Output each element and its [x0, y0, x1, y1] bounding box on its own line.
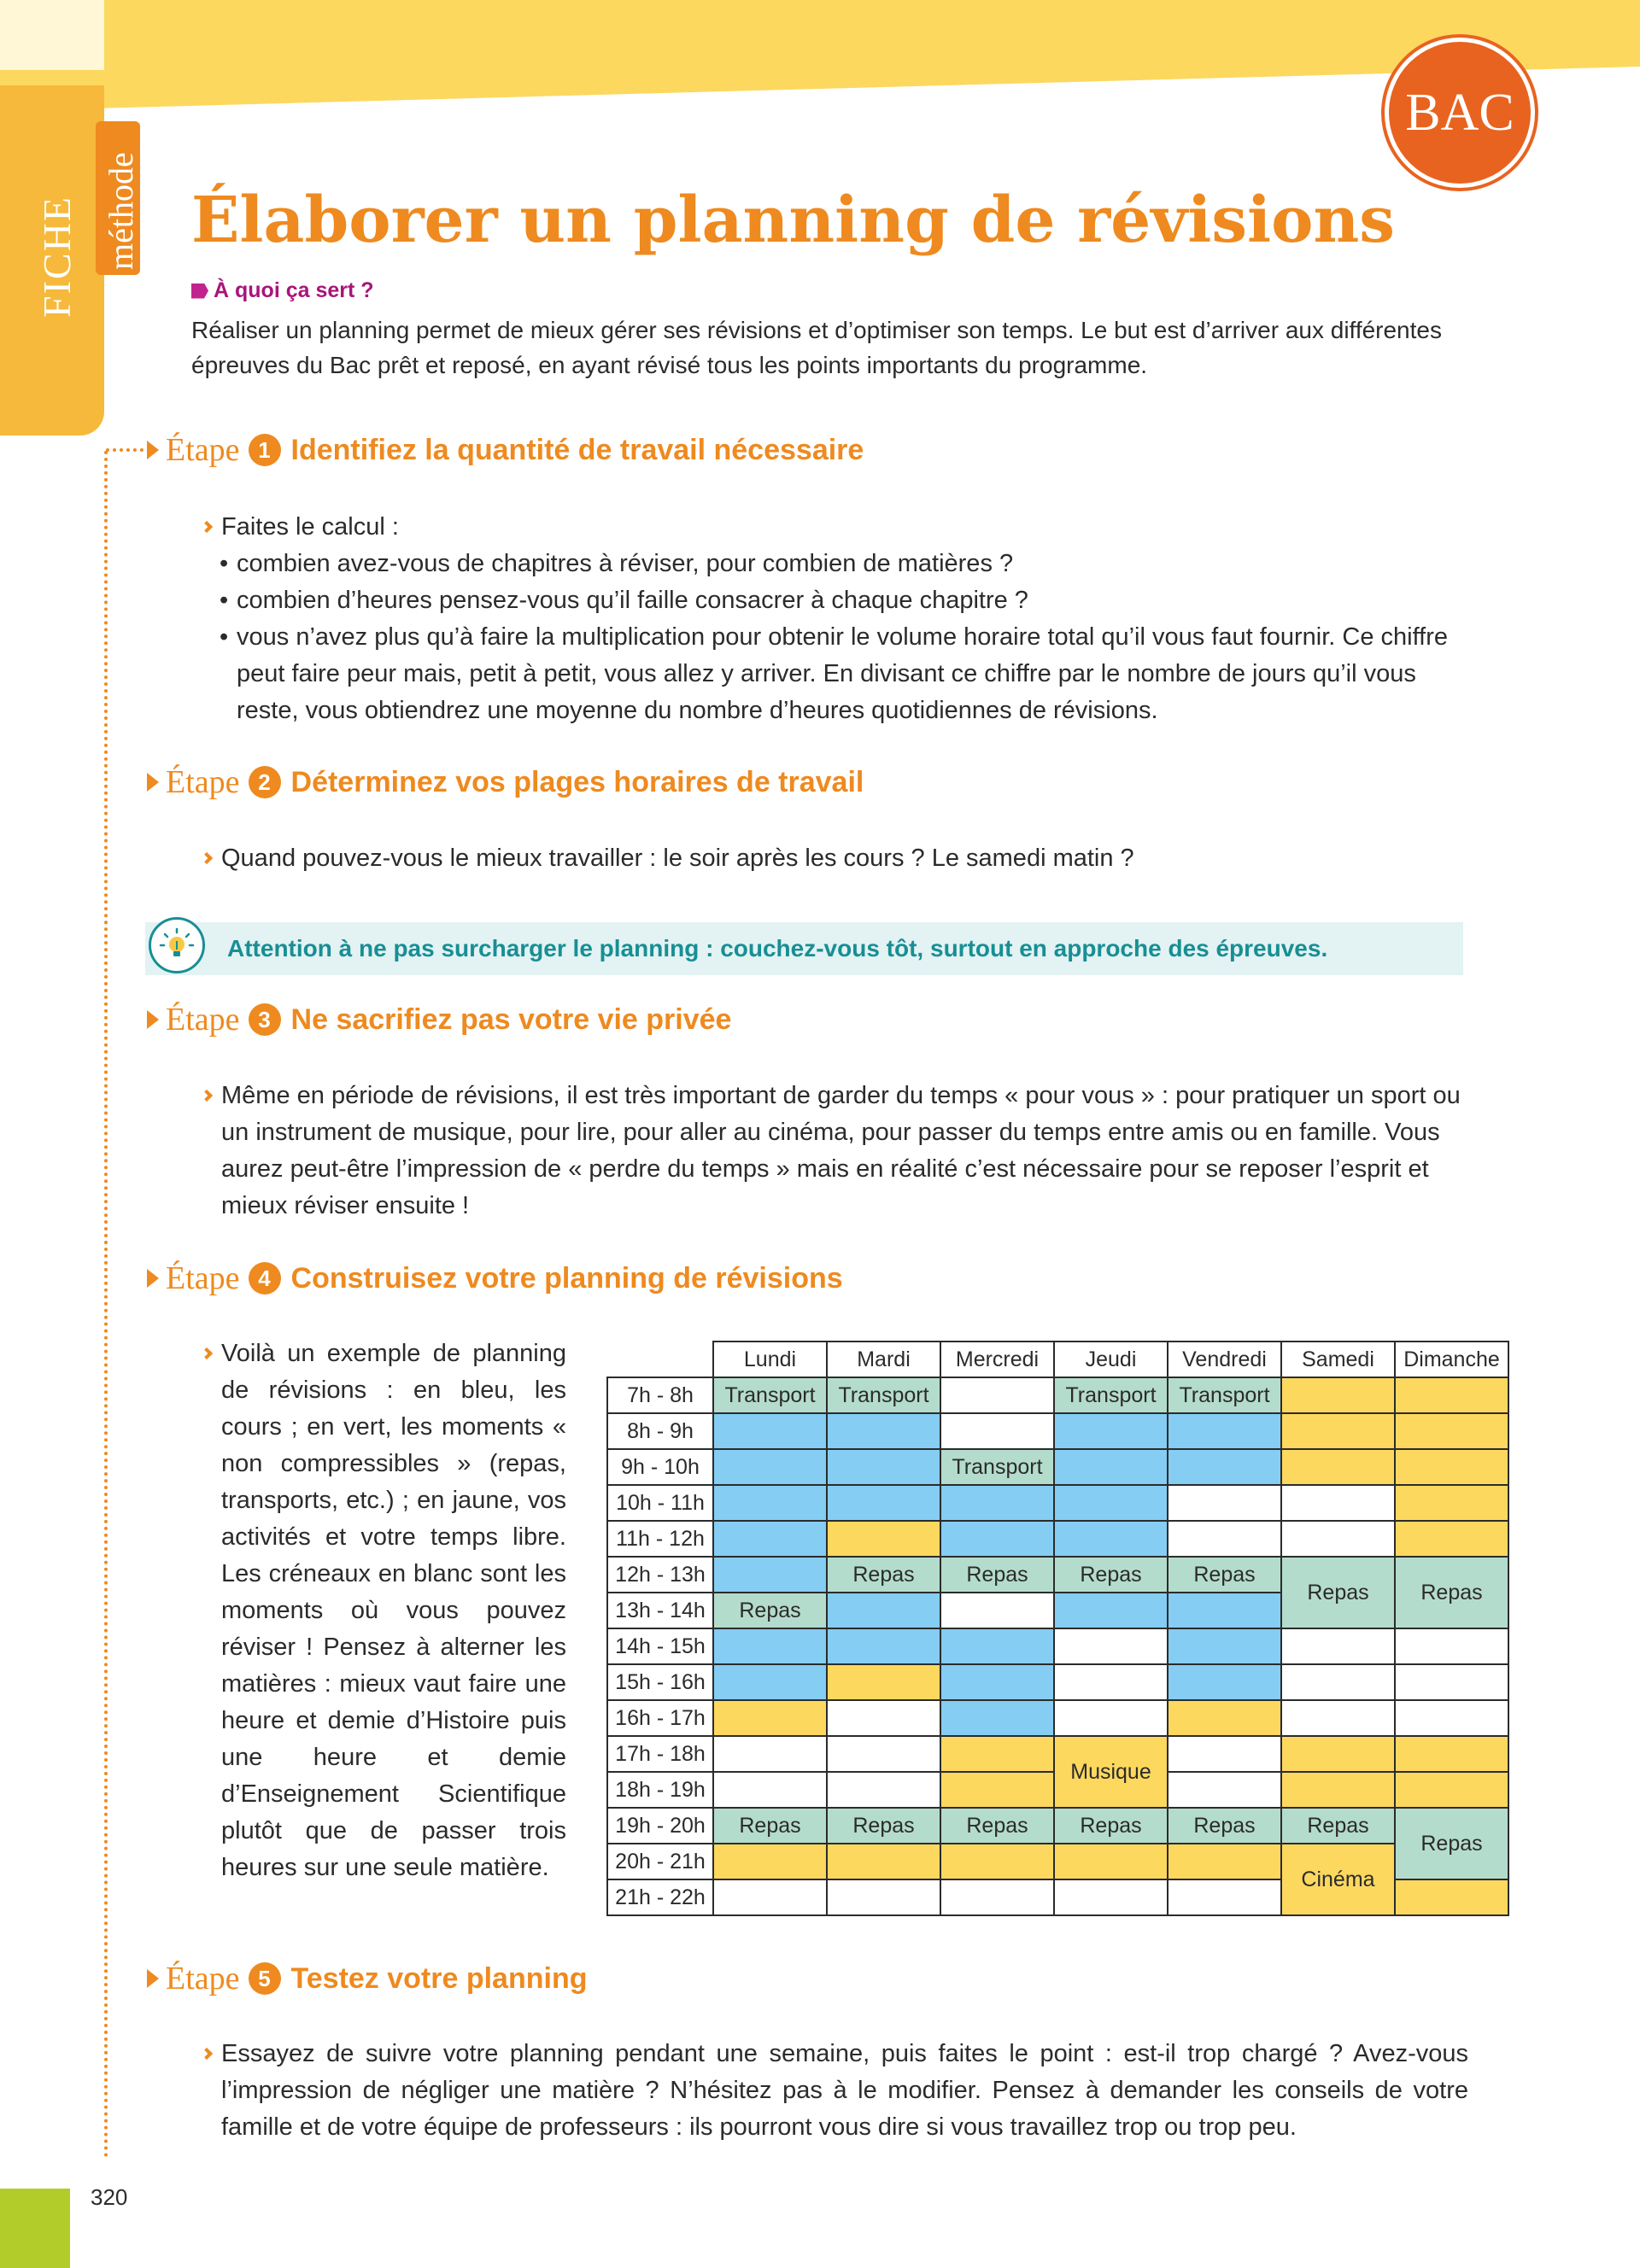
table-cell — [713, 1521, 827, 1557]
step-5-text-content: Essayez de suivre votre planning pendant une semaine, puis faites le point : est-il trop chargé ? Avez-vous l’impression de négliger une matière ? N’hésitez pas à le modifier. Pensez à demander les conseils de votre famille et de votre équipe de professeurs : ils pourront vous dire si vous travaillez trop ou trop peu. — [221, 2040, 1468, 2141]
step-1-heading — [147, 431, 864, 469]
arrow-right-icon — [147, 773, 159, 792]
table-cell — [1054, 1879, 1168, 1915]
table-cell — [1168, 1449, 1281, 1485]
chevron-right-icon — [201, 521, 213, 533]
table-row — [607, 1700, 1508, 1736]
step-title: Identifiez la quantité de travail nécessaire — [290, 433, 864, 466]
time-slot: 18h - 19h — [607, 1772, 713, 1808]
table-row — [607, 1736, 1508, 1772]
table-cell — [1054, 1628, 1168, 1664]
intro-text: Réaliser un planning permet de mieux gérer ses révisions et d’optimiser son temps. Le but est d’arriver aux différentes épreuves du Bac prêt et reposé, en ayant révisé tous les points importants du programme. — [191, 317, 1442, 378]
table-cell: Repas — [1395, 1557, 1508, 1628]
table-cell — [1281, 1736, 1395, 1772]
table-cell — [1395, 1772, 1508, 1808]
intro-heading-text: À quoi ça sert ? — [214, 278, 374, 302]
time-slot: 12h - 13h — [607, 1557, 713, 1593]
table-row — [607, 1557, 1508, 1593]
table-cell — [1281, 1772, 1395, 1808]
bac-badge-label: BAC — [1405, 83, 1514, 142]
table-header-row — [607, 1342, 1508, 1377]
table-cell — [940, 1844, 1054, 1879]
step-number: 3 — [249, 1003, 281, 1036]
table-cell — [713, 1700, 827, 1736]
step-number: 1 — [249, 434, 281, 466]
table-cell: Musique — [1054, 1736, 1168, 1808]
step-number: 2 — [249, 766, 281, 798]
table-cell: Repas — [940, 1808, 1054, 1844]
page-number: 320 — [91, 2184, 128, 2210]
table-cell — [827, 1628, 940, 1664]
step-4-heading — [147, 1260, 843, 1297]
table-cell — [713, 1485, 827, 1521]
day-header: Mercredi — [940, 1342, 1054, 1377]
table-cell — [827, 1593, 940, 1628]
step-5-heading — [147, 1960, 588, 1997]
step-1-lead — [221, 509, 399, 546]
step-1-lead-text: Faites le calcul : — [221, 513, 399, 541]
time-slot: 15h - 16h — [607, 1664, 713, 1700]
table-cell — [1395, 1736, 1508, 1772]
table-cell — [1281, 1700, 1395, 1736]
day-header: Vendredi — [1168, 1342, 1281, 1377]
fiche-label: FICHE — [35, 196, 79, 318]
table-cell — [827, 1879, 940, 1915]
table-cell: Repas — [827, 1808, 940, 1844]
table-cell — [1395, 1449, 1508, 1485]
table-cell — [1395, 1485, 1508, 1521]
table-row — [607, 1664, 1508, 1700]
chevron-right-icon — [201, 852, 213, 864]
table-cell — [940, 1521, 1054, 1557]
step-3-text — [221, 1078, 1468, 1225]
chevron-right-icon — [201, 1347, 213, 1359]
table-cell — [1395, 1377, 1508, 1413]
table-cell: Repas — [1168, 1808, 1281, 1844]
dotted-guide-vertical — [104, 451, 108, 2159]
table-cell: Cinéma — [1281, 1844, 1395, 1915]
table-row — [607, 1844, 1508, 1879]
intro-heading — [191, 278, 374, 303]
header-band-accent — [0, 0, 104, 70]
table-cell — [1168, 1521, 1281, 1557]
table-cell — [827, 1700, 940, 1736]
table-cell: Transport — [1168, 1377, 1281, 1413]
table-cell — [1168, 1628, 1281, 1664]
step-1-bullets — [218, 546, 1465, 729]
table-cell: Repas — [1054, 1808, 1168, 1844]
table-cell — [940, 1736, 1054, 1772]
step-4-text — [221, 1336, 566, 1886]
list-item: • combien avez-vous de chapitres à réviser, pour combien de matières ? — [218, 546, 1465, 582]
table-row — [607, 1521, 1508, 1557]
step-word: Étape — [166, 1961, 240, 1996]
table-row — [607, 1485, 1508, 1521]
tag-icon — [191, 284, 208, 299]
list-item: • combien d’heures pensez-vous qu’il faille consacrer à chaque chapitre ? — [218, 582, 1465, 619]
time-slot: 21h - 22h — [607, 1879, 713, 1915]
table-cell — [1395, 1700, 1508, 1736]
methode-label: méthode — [102, 152, 140, 270]
time-slot: 17h - 18h — [607, 1736, 713, 1772]
time-slot: 10h - 11h — [607, 1485, 713, 1521]
table-cell — [1168, 1485, 1281, 1521]
table-cell — [1395, 1664, 1508, 1700]
time-slot: 8h - 9h — [607, 1413, 713, 1449]
table-cell — [1054, 1521, 1168, 1557]
table-cell — [940, 1628, 1054, 1664]
table-cell — [940, 1593, 1054, 1628]
table-cell — [827, 1521, 940, 1557]
table-cell — [827, 1772, 940, 1808]
table-cell — [827, 1485, 940, 1521]
table-cell — [1168, 1772, 1281, 1808]
time-slot: 11h - 12h — [607, 1521, 713, 1557]
arrow-right-icon — [147, 441, 159, 459]
table-cell — [713, 1844, 827, 1879]
table-cell — [940, 1664, 1054, 1700]
time-slot: 13h - 14h — [607, 1593, 713, 1628]
table-cell — [1168, 1700, 1281, 1736]
table-cell: Repas — [827, 1557, 940, 1593]
page-title: Élaborer un planning de révisions — [191, 184, 1395, 257]
day-header: Lundi — [713, 1342, 827, 1377]
table-cell — [713, 1628, 827, 1664]
chevron-right-icon — [201, 2048, 213, 2060]
table-cell — [713, 1557, 827, 1593]
step-word: Étape — [166, 764, 240, 800]
time-slot: 7h - 8h — [607, 1377, 713, 1413]
table-cell — [1395, 1521, 1508, 1557]
day-header: Dimanche — [1395, 1342, 1508, 1377]
table-corner — [607, 1342, 713, 1377]
table-cell — [1395, 1413, 1508, 1449]
table-cell — [827, 1449, 940, 1485]
lightbulb-icon — [149, 917, 205, 973]
page-number-bar — [0, 2189, 70, 2268]
table-row — [607, 1808, 1508, 1844]
table-cell — [1281, 1413, 1395, 1449]
table-row — [607, 1628, 1508, 1664]
table-cell — [940, 1772, 1054, 1808]
time-slot: 9h - 10h — [607, 1449, 713, 1485]
dotted-guide-horizontal — [106, 448, 150, 452]
table-cell: Repas — [1281, 1557, 1395, 1628]
table-cell: Transport — [940, 1449, 1054, 1485]
bac-badge — [1385, 38, 1535, 188]
step-word: Étape — [166, 1260, 240, 1296]
table-cell — [940, 1485, 1054, 1521]
table-cell — [1168, 1593, 1281, 1628]
table-cell: Repas — [940, 1557, 1054, 1593]
table-cell: Repas — [713, 1593, 827, 1628]
time-slot: 16h - 17h — [607, 1700, 713, 1736]
table-cell — [940, 1700, 1054, 1736]
time-slot: 20h - 21h — [607, 1844, 713, 1879]
table-cell — [1054, 1449, 1168, 1485]
table-cell — [1054, 1413, 1168, 1449]
step-2-text-content: Quand pouvez-vous le mieux travailler : le soir après les cours ? Le samedi matin ? — [221, 845, 1134, 872]
table-cell — [1281, 1521, 1395, 1557]
table-cell — [1054, 1485, 1168, 1521]
table-cell: Repas — [1168, 1557, 1281, 1593]
table-cell: Transport — [1054, 1377, 1168, 1413]
table-cell — [1281, 1628, 1395, 1664]
table-cell — [1281, 1485, 1395, 1521]
day-header: Jeudi — [1054, 1342, 1168, 1377]
table-cell: Repas — [1395, 1808, 1508, 1879]
table-cell — [1168, 1413, 1281, 1449]
step-number: 5 — [249, 1962, 281, 1995]
table-row — [607, 1413, 1508, 1449]
table-cell: Repas — [1054, 1557, 1168, 1593]
table-cell — [1168, 1844, 1281, 1879]
planning-table — [606, 1341, 1509, 1916]
table-cell — [1054, 1844, 1168, 1879]
attention-box — [145, 922, 1463, 975]
table-cell: Transport — [713, 1377, 827, 1413]
table-row — [607, 1449, 1508, 1485]
table-cell — [713, 1413, 827, 1449]
day-header: Mardi — [827, 1342, 940, 1377]
arrow-right-icon — [147, 1969, 159, 1988]
table-cell — [1168, 1879, 1281, 1915]
time-slot: 19h - 20h — [607, 1808, 713, 1844]
table-cell — [1054, 1664, 1168, 1700]
table-cell — [713, 1879, 827, 1915]
step-3-text-content: Même en période de révisions, il est très important de garder du temps « pour vous » : pour pratiquer un sport ou un instrument de musique, pour lire, pour aller au cinéma, pour passer du temps entre amis ou en famille. Vous aurez peut-être l’impression de « perdre du temps » mais en réalité c’est nécessaire pour se reposer l’esprit et mieux réviser ensuite ! — [221, 1082, 1461, 1219]
step-2-text — [221, 840, 1468, 877]
table-cell: Repas — [1281, 1808, 1395, 1844]
table-cell — [1395, 1879, 1508, 1915]
table-cell — [713, 1736, 827, 1772]
table-cell — [827, 1664, 940, 1700]
step-4-text-content: Voilà un exemple de planning de révisions : en bleu, les cours ; en vert, les moments « non compressibles » (repas, transports, etc.) ; en jaune, vos activités et votre temps libre. Les créneaux en blanc sont les moments où vous pouvez réviser ! Pensez à alterner les matières : mieux vaut faire une heure et demie d’Histoire puis une heure et demie d’Enseignement Scientifique plutôt que de passer trois heures sur une seule matière. — [221, 1340, 566, 1881]
arrow-right-icon — [147, 1269, 159, 1288]
table-cell — [827, 1736, 940, 1772]
table-cell — [940, 1879, 1054, 1915]
table-cell — [713, 1772, 827, 1808]
table-cell — [827, 1413, 940, 1449]
table-cell — [1054, 1700, 1168, 1736]
step-title: Ne sacrifiez pas votre vie privée — [290, 1002, 732, 1036]
table-cell — [827, 1844, 940, 1879]
step-5-text — [221, 2036, 1468, 2146]
table-cell — [713, 1449, 827, 1485]
table-cell — [713, 1664, 827, 1700]
table-cell: Transport — [827, 1377, 940, 1413]
table-cell — [1281, 1664, 1395, 1700]
step-3-heading — [147, 1001, 731, 1038]
table-cell — [1281, 1377, 1395, 1413]
table-cell — [1054, 1593, 1168, 1628]
arrow-right-icon — [147, 1010, 159, 1029]
table-cell — [940, 1377, 1054, 1413]
step-word: Étape — [166, 1002, 240, 1038]
step-title: Déterminez vos plages horaires de travail — [290, 765, 864, 798]
table-cell — [1281, 1449, 1395, 1485]
time-slot: 14h - 15h — [607, 1628, 713, 1664]
table-cell — [1395, 1628, 1508, 1664]
table-cell — [1168, 1736, 1281, 1772]
table-cell: Repas — [713, 1808, 827, 1844]
step-title: Testez votre planning — [290, 1961, 588, 1995]
table-cell — [940, 1413, 1054, 1449]
day-header: Samedi — [1281, 1342, 1395, 1377]
step-title: Construisez votre planning de révisions — [290, 1261, 843, 1295]
table-cell — [1168, 1664, 1281, 1700]
attention-text: Attention à ne pas surcharger le planning : couchez-vous tôt, surtout en approche des épreuves. — [227, 935, 1328, 962]
step-word: Étape — [166, 432, 240, 468]
chevron-right-icon — [201, 1090, 213, 1102]
step-number: 4 — [249, 1262, 281, 1295]
table-row — [607, 1377, 1508, 1413]
step-2-heading — [147, 763, 864, 801]
list-item: • vous n’avez plus qu’à faire la multiplication pour obtenir le volume horaire total qu’il vous faut fournir. Ce chiffre peut faire peur mais, petit à petit, vous allez y arriver. En divisant ce chiffre par le nombre de jours qu’il vous reste, vous obtiendrez une moyenne du nombre d’heures quotidiennes de révisions. — [218, 619, 1465, 729]
